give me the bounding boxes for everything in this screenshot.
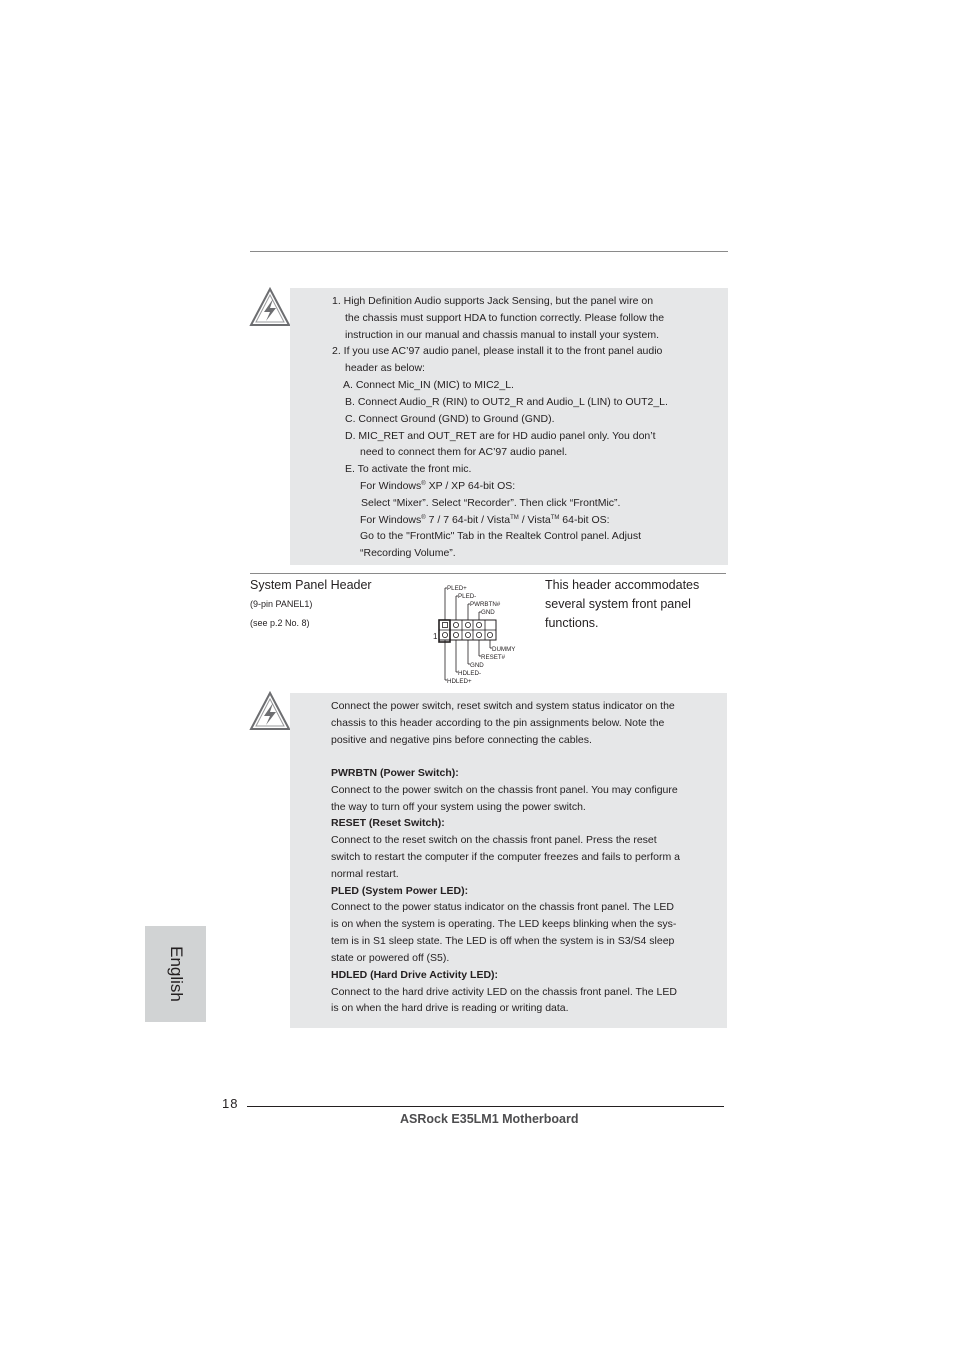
pin-label: PLED+ <box>447 585 467 592</box>
audio-note-box <box>290 288 728 565</box>
pin-label: RESET# <box>481 654 506 661</box>
note-line: header as below: <box>345 362 425 374</box>
panel-pins: (9-pin PANEL1) <box>250 599 313 609</box>
pin-label: GND <box>470 662 484 669</box>
xp-instruction: Select “Mixer”. Select “Recorder”. Then click “FrontMic”. <box>361 497 621 509</box>
section-heading: PWRBTN (Power Switch): <box>331 767 459 779</box>
note-line: 1. High Definition Audio supports Jack Sensing, but the panel wire on <box>332 295 654 307</box>
panel-description: several system front panel <box>545 597 691 611</box>
note-line: Connect the power switch, reset switch and system status indicator on the <box>331 700 675 712</box>
section-heading: PLED (System Power LED): <box>331 885 469 897</box>
pin-label: HDLED- <box>458 670 482 677</box>
win7-instruction: Go to the "FrontMic" Tab in the Realtek Control panel. Adjust <box>360 530 641 542</box>
panel-note-box <box>290 693 727 1028</box>
page-number: 18 <box>222 1096 239 1111</box>
note-line: E. To activate the front mic. <box>345 463 472 475</box>
note-line: state or powered off (S5). <box>331 952 450 964</box>
note-line: Connect to the hard drive activity LED on the chassis front panel. The LED <box>331 986 677 998</box>
pin-label: PWRBTN# <box>470 601 501 608</box>
section-rule <box>250 573 726 574</box>
section-heading: RESET (Reset Switch): <box>331 817 445 829</box>
pin-label: PLED- <box>458 593 477 600</box>
note-line: is on when the system is operating. The LED keeps blinking when the sys- <box>331 918 677 930</box>
note-line: switch to restart the computer if the computer freezes and fails to perform a <box>331 851 680 863</box>
section-heading: HDLED (Hard Drive Activity LED): <box>331 969 499 981</box>
note-line: C. Connect Ground (GND) to Ground (GND). <box>345 413 555 425</box>
pin-label: DUMMY <box>492 646 516 653</box>
warning-icon <box>249 287 291 327</box>
panel-description: This header accommodates <box>545 578 700 592</box>
panel-description: functions. <box>545 616 599 630</box>
pin-label: HDLED+ <box>447 678 472 684</box>
note-line: 2. If you use AC’97 audio panel, please install it to the front panel audio <box>332 345 663 357</box>
note-line: the chassis must support HDA to function correctly. Please follow the <box>345 312 665 324</box>
footer-rule <box>247 1106 724 1107</box>
win7-os-line: For Windows® 7 / 7 64-bit / Vista™ / Vista™ 64-bit OS: <box>360 514 610 526</box>
note-line: chassis to this header according to the pin assignments below. Note the <box>331 717 665 729</box>
note-line: Connect to the power switch on the chassis front panel. You may configure <box>331 784 678 796</box>
note-line: tem is in S1 sleep state. The LED is off when the system is in S3/S4 sleep <box>331 935 675 947</box>
note-line: the way to turn off your system using the power switch. <box>331 801 586 813</box>
note-line: need to connect them for AC’97 audio panel. <box>360 446 568 458</box>
language-label: English <box>166 946 186 1002</box>
note-line: Connect to the power status indicator on the chassis front panel. The LED <box>331 901 675 913</box>
warning-icon <box>249 691 291 731</box>
note-line: B. Connect Audio_R (RIN) to OUT2_R and Audio_L (LIN) to OUT2_L. <box>345 396 668 408</box>
note-line: A. Connect Mic_IN (MIC) to MIC2_L. <box>343 379 514 391</box>
top-rule <box>250 251 728 252</box>
footer-title: ASRock E35LM1 Motherboard <box>400 1112 579 1126</box>
language-tab <box>145 926 206 1022</box>
note-line: D. MIC_RET and OUT_RET are for HD audio panel only. You don’t <box>345 430 656 442</box>
pin-label: GND <box>481 609 495 616</box>
panel-see-ref: (see p.2 No. 8) <box>250 618 310 628</box>
note-line: Connect to the reset switch on the chassis front panel. Press the reset <box>331 834 657 846</box>
note-line: normal restart. <box>331 868 399 880</box>
panel-title: System Panel Header <box>250 578 372 592</box>
xp-os-line: For Windows® XP / XP 64-bit OS: <box>360 480 516 492</box>
panel-header-diagram <box>433 582 525 684</box>
note-line: instruction in our manual and chassis manual to install your system. <box>345 329 659 341</box>
note-line: positive and negative pins before connecting the cables. <box>331 734 592 746</box>
pin1-marker: 1 <box>433 632 438 641</box>
win7-instruction: “Recording Volume”. <box>360 547 456 559</box>
note-line: is on when the hard drive is reading or writing data. <box>331 1002 569 1014</box>
